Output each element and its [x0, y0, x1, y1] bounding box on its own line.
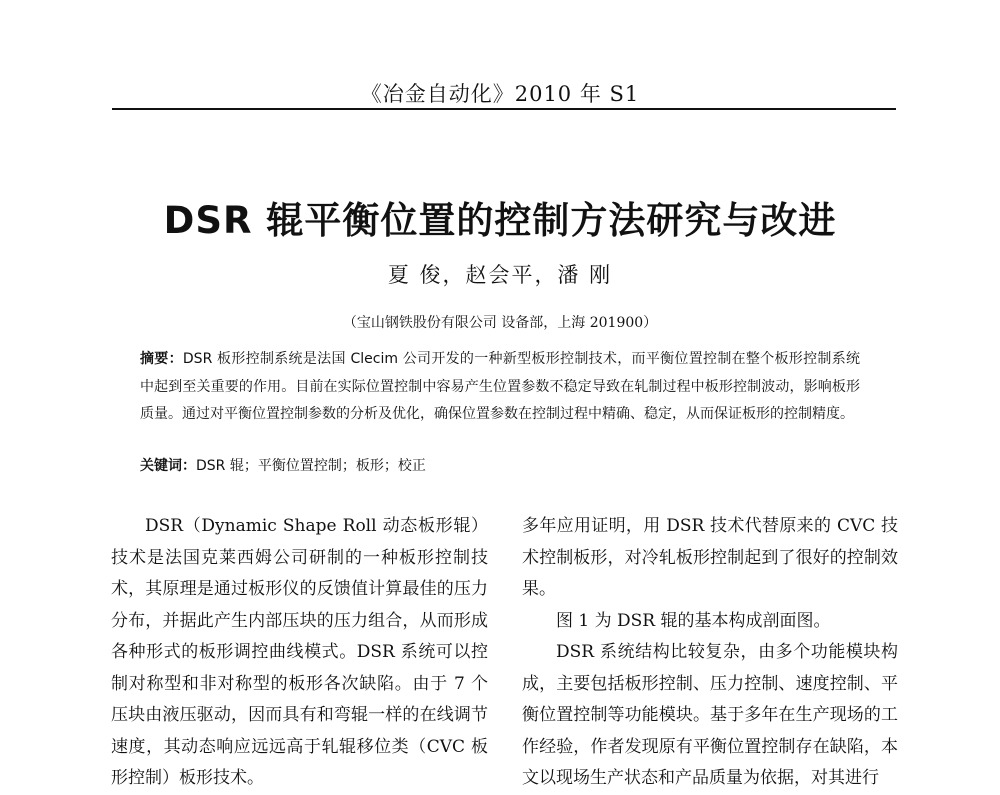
body-paragraph: DSR 系统结构比较复杂，由多个功能模块构成，主要包括板形控制、压力控制、速度控制、平衡位置控制等功能模块。基于多年在生产现场的工作经验，作者发现原有平衡位置控制存在缺陷，本文以现场生产状态和产品质量为依据，对其进行 [522, 642, 898, 788]
header-rule [112, 108, 896, 110]
abstract [140, 346, 860, 429]
abstract-label: 摘要： [140, 351, 183, 367]
paper-title: DSR 辊平衡位置的控制方法研究与改进 [163, 199, 837, 242]
body-paragraph: DSR（Dynamic Shape Roll 动态板形辊）技术是法国克莱西姆公司研制的一种板形控制技术，其原理是通过板形仪的反馈值计算最佳的压力分布，并据此产生内部压块的压力组合，从而形成各种形式的板形调控曲线模式。DSR 系统可以控制对称型和非对称型的板形各次缺陷。由于 7 个压块由液压驱动，因而具有和弯辊一样的在线调节速度，其动态响应远远高于轧辊移位类（CVC 板形控制）板形技术。 [111, 516, 488, 788]
paper-authors: 夏 俊，赵会平，潘 刚 [387, 263, 613, 287]
body-paragraph: 图 1 为 DSR 辊的基本构成剖面图。 [556, 610, 831, 631]
paper-affiliation: （宝山钢铁股份有限公司 设备部，上海 201900） [342, 315, 658, 331]
body-column-left [111, 511, 488, 795]
keywords [140, 455, 860, 475]
journal-header: 《冶金自动化》2010 年 S1 [360, 82, 640, 106]
keywords-text: DSR 辊；平衡位置控制；板形；校正 [196, 458, 426, 474]
abstract-text: DSR 板形控制系统是法国 Clecim 公司开发的一种新型板形控制技术，而平衡位置控制在整个板形控制系统中起到至关重要的作用。目前在实际位置控制中容易产生位置参数不稳定导致在轧制过程中板形控制波动，影响板形质量。通过对平衡位置控制参数的分析及优化，确保位置参数在控制过程中精确、稳定，从而保证板形的控制精度。 [140, 351, 861, 422]
body-paragraph-continued: 多年应用证明，用 DSR 技术代替原来的 CVC 技术控制板形，对冷轧板形控制起到了很好的控制效果。 [522, 516, 898, 599]
keywords-label: 关键词： [140, 458, 196, 474]
body-column-right [522, 511, 898, 795]
